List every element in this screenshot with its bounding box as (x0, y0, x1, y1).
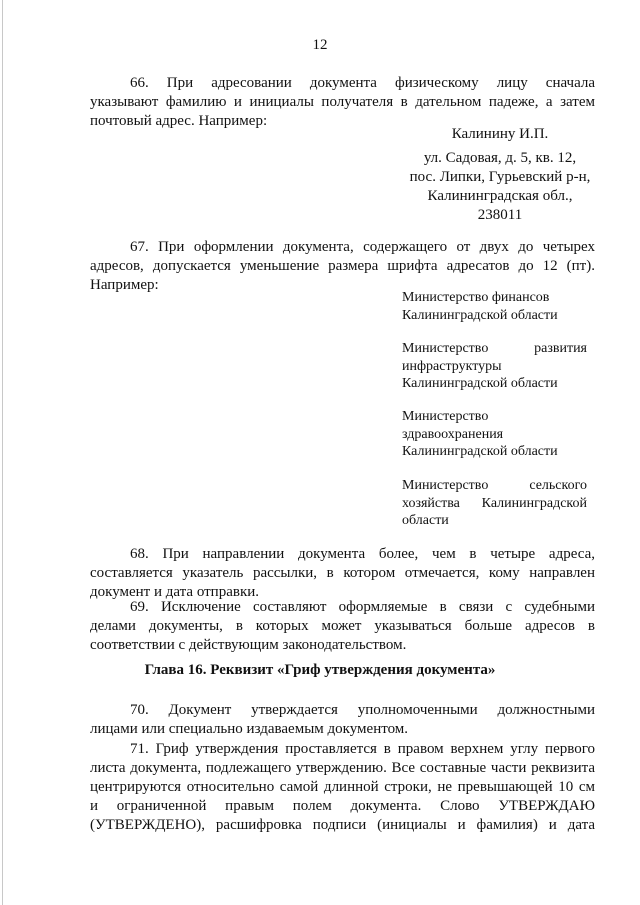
addressee-line: Министерство сельского (402, 478, 587, 493)
addressee-block (402, 408, 587, 461)
paragraph-66 (90, 74, 595, 131)
addressee-block (402, 340, 587, 393)
paragraph-68 (90, 545, 595, 602)
paragraph-line: составляется указатель рассылки, в котором отмечается, кому направлен (90, 565, 595, 581)
paragraph-line: 66. При адресовании документа физическому лицу сначала (130, 75, 595, 91)
addressee-line: Калининградской области (402, 307, 558, 323)
addressee-line: Калининградской области (402, 376, 558, 391)
addressee-line: инфраструктуры (402, 358, 502, 374)
addressee-line: Министерство (402, 409, 489, 424)
page-edge-shadow (2, 0, 3, 905)
address-line: ул. Садовая, д. 5, кв. 12, (423, 150, 577, 166)
addressee-line: хозяйства Калининградской (402, 495, 587, 511)
paragraph-line: указывают фамилию и инициалы получателя в дательном падеже, а затем (90, 94, 595, 110)
paragraph-line: лицами или специально издаваемым документом. (90, 721, 409, 737)
paragraph-line: 69. Исключение составляют оформляемые в связи с судебными (130, 599, 595, 615)
paragraph-67 (90, 238, 595, 295)
addressee-line: здравоохранения (402, 426, 504, 442)
example-address (400, 149, 600, 225)
paragraph-line: 71. Гриф утверждения проставляется в правом верхнем углу первого (130, 741, 595, 757)
paragraph-line: и ограниченной правым полем документа. Слово УТВЕРЖДАЮ (90, 798, 595, 814)
paragraph-line: Например: (90, 277, 159, 293)
addressee-line: Министерство финансов (402, 290, 550, 305)
paragraph-69 (90, 598, 595, 655)
paragraph-line: 68. При направлении документа более, чем в четыре адреса, (130, 546, 595, 562)
paragraph-line: 70. Документ утверждается уполномоченными должностными (130, 702, 595, 718)
chapter-heading: Глава 16. Реквизит «Гриф утверждения документа» (144, 662, 496, 678)
addressee-line: Калининградской области (402, 444, 558, 459)
paragraph-line: центрируются относительно самой длинной строки, не превышающей 10 см (90, 779, 595, 795)
paragraph-line: 67. При оформлении документа, содержащего от двух до четырех (130, 239, 595, 255)
addressee-block (402, 477, 587, 530)
addressee-line: Министерство развития (402, 341, 587, 356)
paragraph-line: листа документа, подлежащего утверждению. Все составные части реквизита (90, 760, 595, 776)
address-line: 238011 (477, 207, 523, 223)
page-number: 12 (312, 37, 328, 53)
paragraph-line: документ и дата отправки. (90, 584, 260, 600)
address-line: Калининградская обл., (427, 188, 573, 204)
paragraph-line: соответствии с действующим законодательством. (90, 637, 407, 653)
paragraph-70 (90, 701, 595, 739)
paragraph-line: адресов, допускается уменьшение размера шрифта адресатов до 12 (пт). (90, 258, 595, 274)
paragraph-line: (УТВЕРЖДЕНО), расшифровка подписи (инициалы и фамилия) и дата (90, 817, 595, 833)
address-line: пос. Липки, Гурьевский р-н, (409, 169, 591, 185)
paragraph-line: почтовый адрес. Например: (90, 113, 268, 129)
paragraph-71 (90, 740, 595, 835)
addressee-line: области (402, 513, 449, 528)
addressee-block (402, 289, 587, 324)
example-recipient: Калинину И.П. (451, 126, 549, 142)
paragraph-line: делами документы, в которых может указываться больше адресов в (90, 618, 595, 634)
